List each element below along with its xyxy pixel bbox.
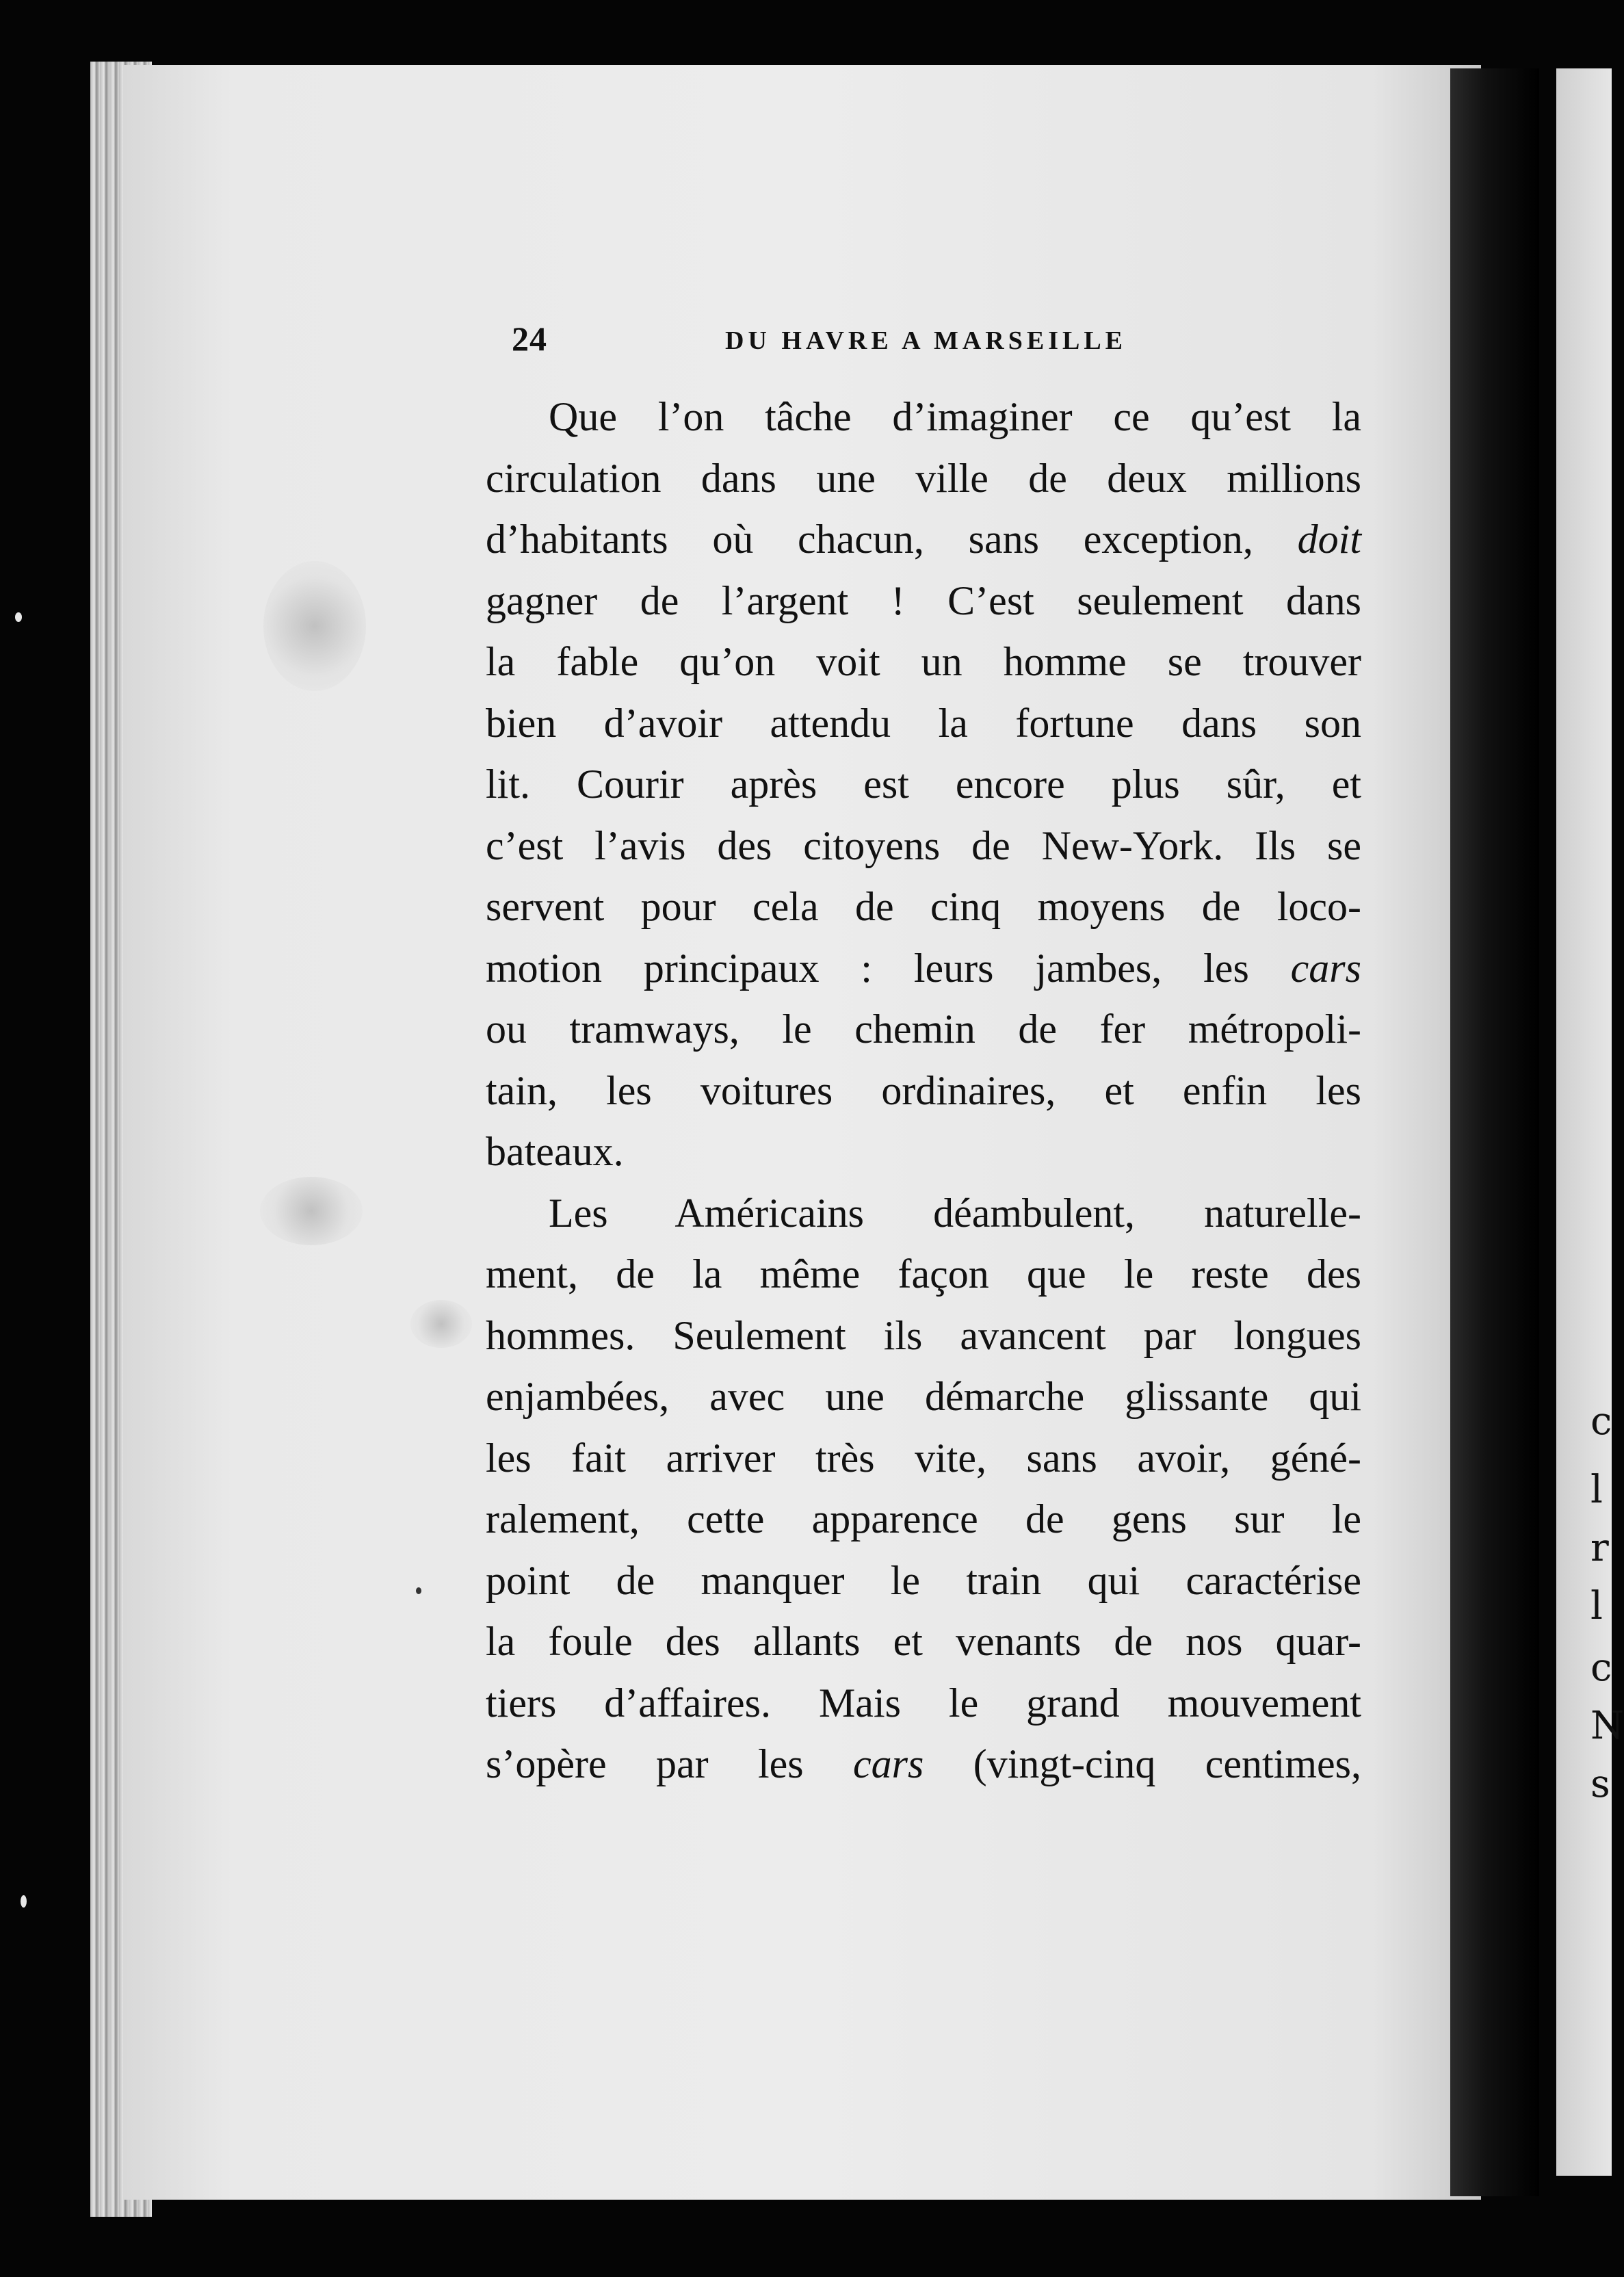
italic-word: cars: [853, 1741, 924, 1786]
scan-speck: [21, 1895, 27, 1908]
text-line: bateaux.: [486, 1129, 624, 1174]
text-line: gagner de l’argent ! C’est seulement dans: [486, 577, 1361, 623]
page-number: 24: [512, 320, 547, 358]
text-line: hommes. Seulement ils avancent par longues: [486, 1312, 1361, 1358]
text-line: Les Américains déambulent, naturelle-: [549, 1190, 1361, 1236]
text-line: la fable qu’on voit un homme se trouver: [486, 639, 1361, 684]
facing-page-letter: c: [1590, 1645, 1612, 1690]
facing-page-letter: N: [1590, 1704, 1624, 1748]
text-line: ment, de la même façon que le reste des: [486, 1251, 1361, 1297]
facing-page-letter: l: [1590, 1584, 1603, 1628]
text-line: Que l’on tâche d’imaginer ce qu’est la: [549, 394, 1361, 439]
italic-word: cars: [1290, 945, 1361, 991]
text-line: c’est l’avis des citoyens de New-York. Ils se: [486, 822, 1361, 868]
paper-stain: [263, 561, 366, 691]
text-line: ou tramways, le chemin de fer métropoli-: [486, 1006, 1361, 1052]
text-line: lit. Courir après est encore plus sûr, et: [486, 762, 1361, 807]
text-line: s’opère par les cars (vingt-cinq centimes,: [486, 1741, 1361, 1786]
text-line: tiers d’affaires. Mais le grand mouvement: [486, 1680, 1361, 1726]
text-line: d’habitants où chacun, sans exception, doit: [486, 517, 1361, 562]
text-line: circulation dans une ville de deux millions: [486, 455, 1361, 501]
text-line: tain, les voitures ordinaires, et enfin les: [486, 1067, 1361, 1113]
text-line: servent pour cela de cinq moyens de loco-: [486, 884, 1361, 929]
text-line: enjambées, avec une démarche glissante qui: [486, 1374, 1361, 1419]
body-text: [486, 387, 1361, 1795]
text-line: bien d’avoir attendu la fortune dans son: [486, 700, 1361, 746]
paper-stain: [260, 1177, 363, 1245]
text-line: motion principaux : leurs jambes, les cars: [486, 945, 1361, 991]
text-line: la foule des allants et venants de nos quar-: [486, 1619, 1361, 1664]
paragraph-1: [486, 387, 1361, 1183]
italic-word: doit: [1297, 517, 1361, 562]
text-line: point de manquer le train qui caractérise: [486, 1557, 1361, 1603]
scan-speck: [416, 1587, 421, 1594]
running-head: [512, 319, 1374, 367]
facing-page-edge: [1556, 68, 1612, 2176]
scan-speck: [15, 612, 22, 622]
paragraph-2: [486, 1183, 1361, 1795]
facing-page-letter: c: [1590, 1399, 1612, 1444]
text-line: les fait arriver très vite, sans avoir, géné-: [486, 1435, 1361, 1481]
paper-stain: [410, 1300, 472, 1348]
facing-page-letter: r: [1590, 1526, 1609, 1570]
facing-page-letter: s: [1590, 1762, 1610, 1806]
gutter-shadow: [1450, 68, 1539, 2196]
running-title: DU HAVRE A MARSEILLE: [725, 326, 1127, 355]
facing-page-letter: l: [1590, 1468, 1603, 1512]
text-line: ralement, cette apparence de gens sur le: [486, 1496, 1361, 1541]
